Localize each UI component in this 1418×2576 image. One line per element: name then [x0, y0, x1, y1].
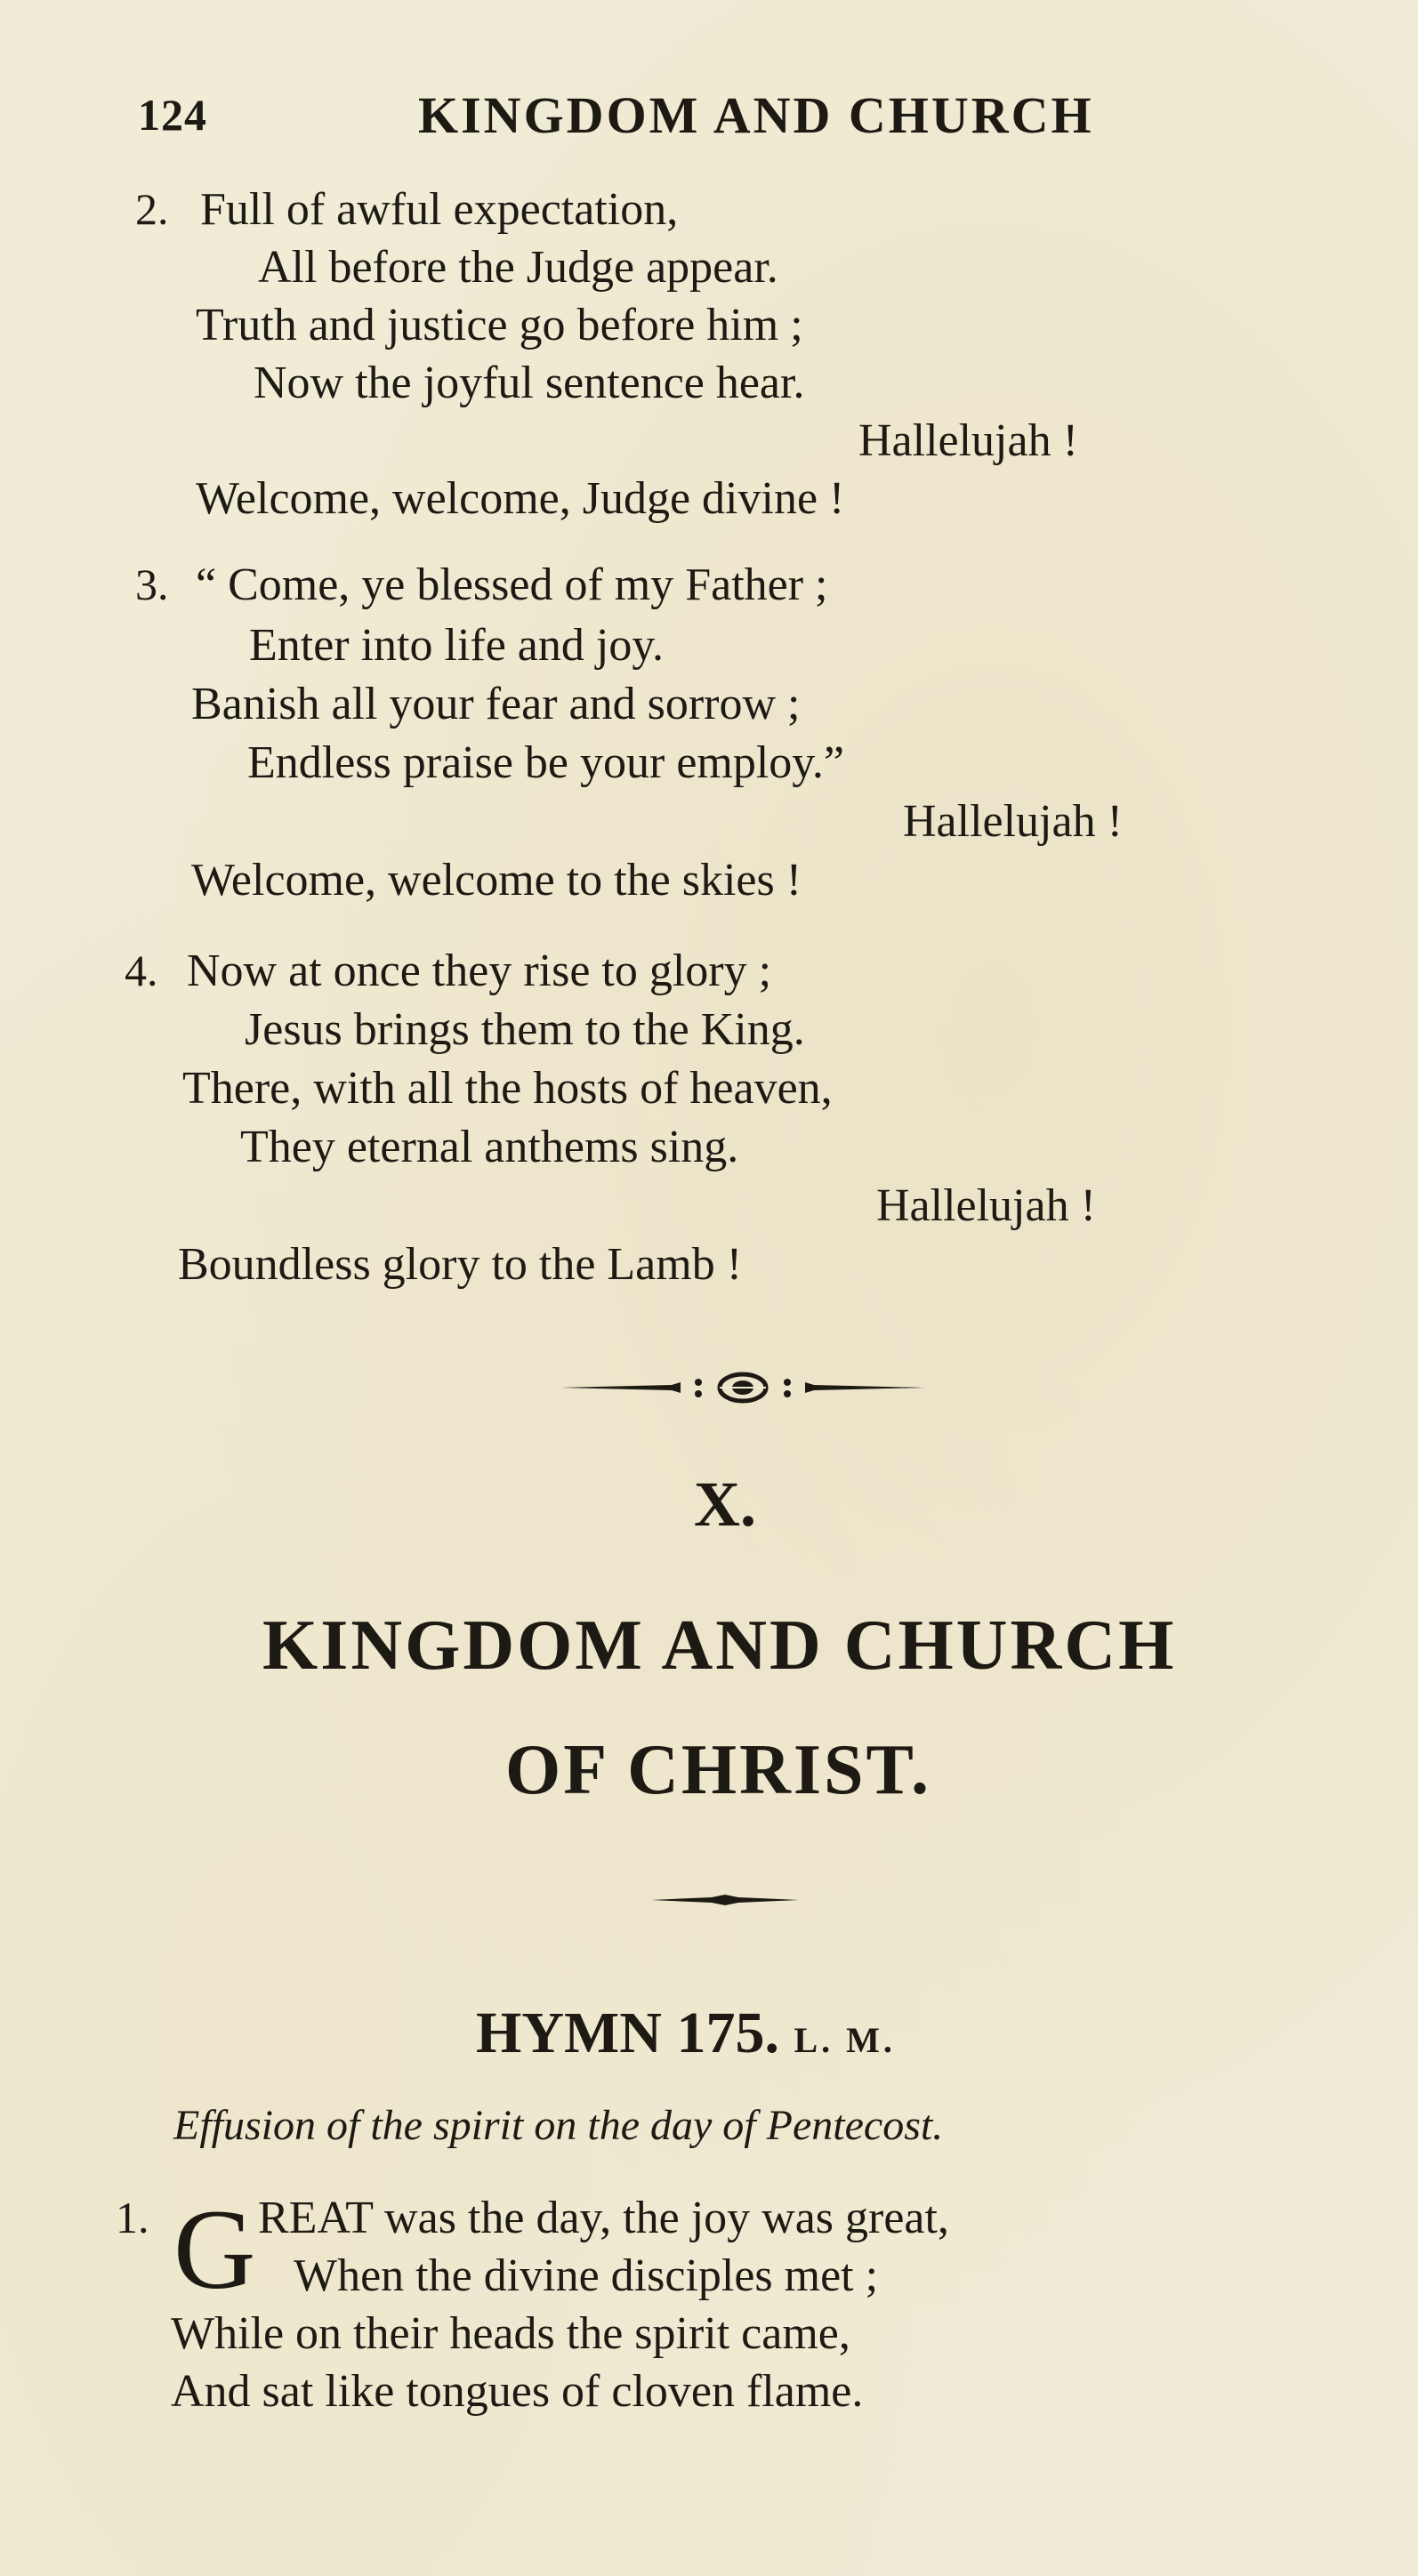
ornament-divider-icon — [556, 1370, 930, 1405]
section-title: OF CHRIST. — [505, 1731, 931, 1809]
verse-line: Banish all your fear and sorrow ; — [191, 679, 801, 729]
verse-line: “ Come, ye blessed of my Father ; — [196, 559, 828, 610]
verse-line: All before the Judge appear. — [258, 242, 778, 293]
drop-cap: G — [173, 2186, 256, 2313]
hymn-subtitle: Effusion of the spirit on the day of Pentecost. — [173, 2102, 944, 2149]
verse-number: 3. — [135, 559, 169, 609]
verse-line: And sat like tongues of cloven flame. — [171, 2366, 864, 2417]
hymn-title — [476, 2000, 896, 2067]
verse-number: 2. — [135, 184, 169, 234]
section-number: X. — [694, 1469, 756, 1540]
verse-line: Welcome, welcome to the skies ! — [191, 855, 802, 906]
verse-number: 1. — [116, 2193, 149, 2242]
page-number: 124 — [138, 90, 207, 140]
verse-line: Enter into life and joy. — [249, 620, 664, 671]
running-title: KINGDOM AND CHURCH — [418, 86, 1094, 144]
hymn-number: HYMN 175. — [476, 2000, 779, 2065]
verse-line: Now at once they rise to glory ; — [187, 946, 772, 996]
hymn-meter: L. M. — [794, 2020, 896, 2060]
verse-line: When the divine disciples met ; — [294, 2250, 879, 2301]
verse-line: There, with all the hosts of heaven, — [182, 1063, 833, 1114]
verse-line: While on their heads the spirit came, — [171, 2308, 850, 2359]
verse-line: Full of awful expectation, — [200, 184, 679, 235]
verse-line: Jesus brings them to the King. — [245, 1004, 805, 1055]
refrain-hallelujah: Hallelujah ! — [876, 1180, 1096, 1231]
verse-line: Truth and justice go before him ; — [196, 300, 803, 350]
verse-line: Welcome, welcome, Judge divine ! — [196, 473, 845, 524]
verse-line: They eternal anthems sing. — [240, 1122, 739, 1172]
verse-line: Boundless glory to the Lamb ! — [178, 1239, 743, 1290]
refrain-hallelujah: Hallelujah ! — [903, 796, 1123, 847]
verse-line: Now the joyful sentence hear. — [254, 358, 805, 408]
section-title: KINGDOM AND CHURCH — [262, 1606, 1177, 1685]
verse-line: REAT was the day, the joy was great, — [258, 2193, 949, 2243]
refrain-hallelujah: Hallelujah ! — [858, 415, 1078, 466]
verse-line: Endless praise be your employ.” — [247, 737, 844, 788]
rule-divider-icon — [649, 1893, 801, 1907]
verse-number: 4. — [125, 946, 158, 995]
